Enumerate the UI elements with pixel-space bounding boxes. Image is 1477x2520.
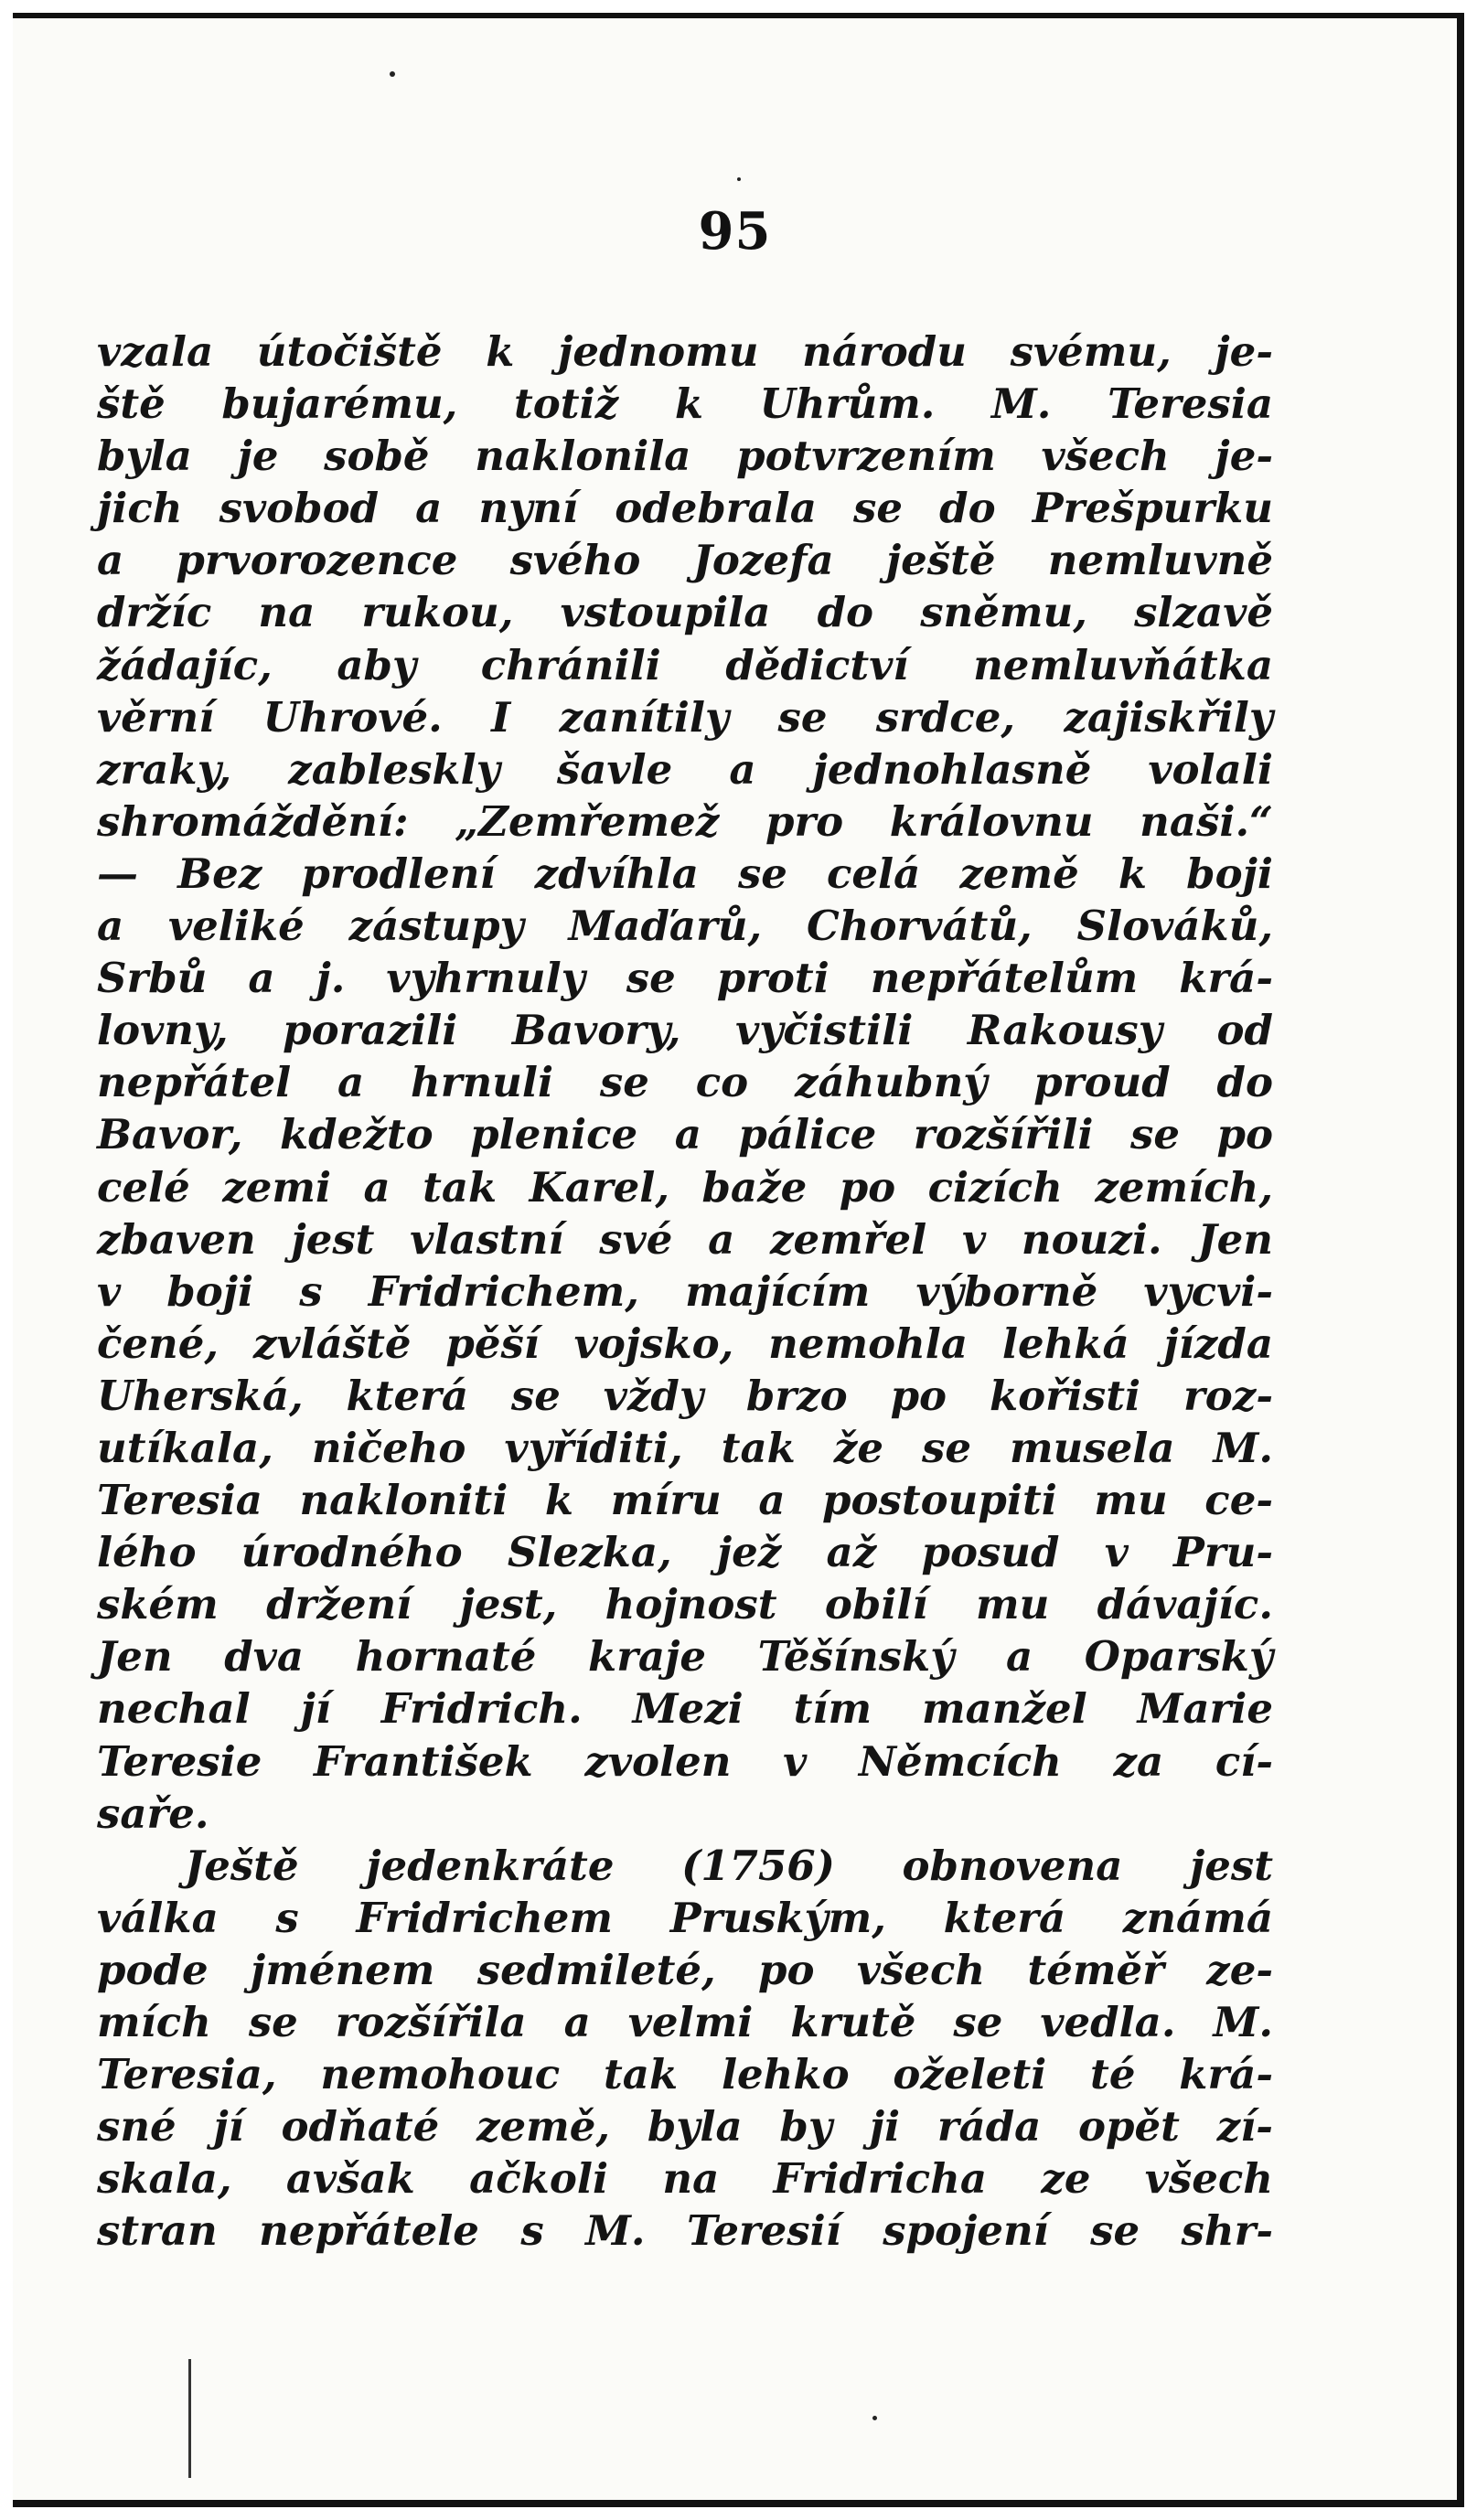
- text-line: vzala útočiště k jednomu národu svému, je-: [97, 327, 1273, 376]
- text-line: nechal jí Fridrich. Mezi tím manžel Marie: [97, 1684, 1273, 1734]
- text-line: pode jménem sedmileté, po všech téměř ze-: [97, 1945, 1273, 1994]
- text-line: stran nepřátele s M. Teresií spojení se shr-: [97, 2206, 1273, 2256]
- book-page: [13, 13, 1464, 2507]
- text-line: válka s Fridrichem Pruským, která známá: [97, 1893, 1273, 1942]
- text-line: — Bez prodlení zdvíhla se celá země k boji: [97, 849, 1273, 898]
- text-line: Jen dva hornaté kraje Těšínský a Oparský: [97, 1632, 1273, 1682]
- text-line: a prvorozence svého Jozefa ještě nemluvně: [97, 536, 1273, 585]
- text-line: Ještě jedenkráte (1756) obnovena jest: [185, 1841, 1273, 1890]
- text-line: a veliké zástupy Maďarů, Chorvátů, Slováků,: [97, 902, 1273, 951]
- text-line: byla je sobě naklonila potvrzením všech je-: [97, 432, 1273, 481]
- text-line: sné jí odňaté země, byla by ji ráda opět zí-: [97, 2102, 1273, 2152]
- scan-speck: [737, 177, 741, 181]
- text-line: Teresia nakloniti k míru a postoupiti mu ce-: [97, 1476, 1273, 1525]
- text-line: saře.: [97, 1789, 209, 1838]
- text-line: jich svobod a nyní odebrala se do Prešpurku: [97, 484, 1273, 533]
- text-line: čené, zvláště pěší vojsko, nemohla lehká jízda: [97, 1319, 1273, 1368]
- text-line: Bavor, kdežto plenice a pálice rozšířili se po: [97, 1110, 1273, 1159]
- text-line: lovny, porazili Bavory, vyčistili Rakousy od: [97, 1006, 1273, 1055]
- text-line: držíc na rukou, vstoupila do sněmu, slzavě: [97, 588, 1273, 637]
- text-line: Uherská, která se vždy brzo po kořisti roz-: [97, 1371, 1273, 1420]
- text-line: shromáždění: „Zemřemež pro královnu naši.“: [97, 796, 1273, 846]
- text-line: ště bujarému, totiž k Uhrům. M. Teresia: [97, 379, 1273, 429]
- text-line: zbaven jest vlastní své a zemřel v nouzi. Jen: [97, 1214, 1273, 1264]
- text-line: ském držení jest, hojnost obilí mu dávajíc.: [97, 1580, 1273, 1629]
- text-line: žádajíc, aby chránili dědictví nemluvňátka: [97, 640, 1273, 689]
- text-line: mích se rozšířila a velmi krutě se vedla. M.: [97, 1998, 1273, 2046]
- text-line: věrní Uhrové. I zanítily se srdce, zajiskřily: [97, 692, 1273, 742]
- scan-speck: [390, 71, 395, 77]
- text-line: utíkala, ničeho vyříditi, tak že se musela M.: [97, 1423, 1273, 1472]
- page-number: 95: [698, 201, 772, 262]
- text-line: Teresia, nemohouc tak lehko oželeti té krá-: [97, 2050, 1273, 2099]
- text-line: Teresie František zvolen v Němcích za cí-: [97, 1736, 1273, 1786]
- scan-mark: [188, 2359, 191, 2478]
- text-line: celé zemi a tak Karel, baže po cizích zemích,: [97, 1162, 1273, 1212]
- text-line: skala, avšak ačkoli na Fridricha ze všech: [97, 2154, 1273, 2204]
- text-line: Srbů a j. vyhrnuly se proti nepřátelům krá-: [97, 954, 1273, 1003]
- text-line: zraky, zableskly šavle a jednohlasně volali: [97, 744, 1273, 794]
- text-line: nepřátel a hrnuli se co záhubný proud do: [97, 1058, 1273, 1107]
- text-line: v boji s Fridrichem, majícím výborně vycvi-: [97, 1266, 1273, 1316]
- scan-speck: [872, 2416, 877, 2420]
- text-line: lého úrodného Slezka, jež až posud v Pru-: [97, 1528, 1273, 1577]
- body-text: [97, 326, 1273, 2257]
